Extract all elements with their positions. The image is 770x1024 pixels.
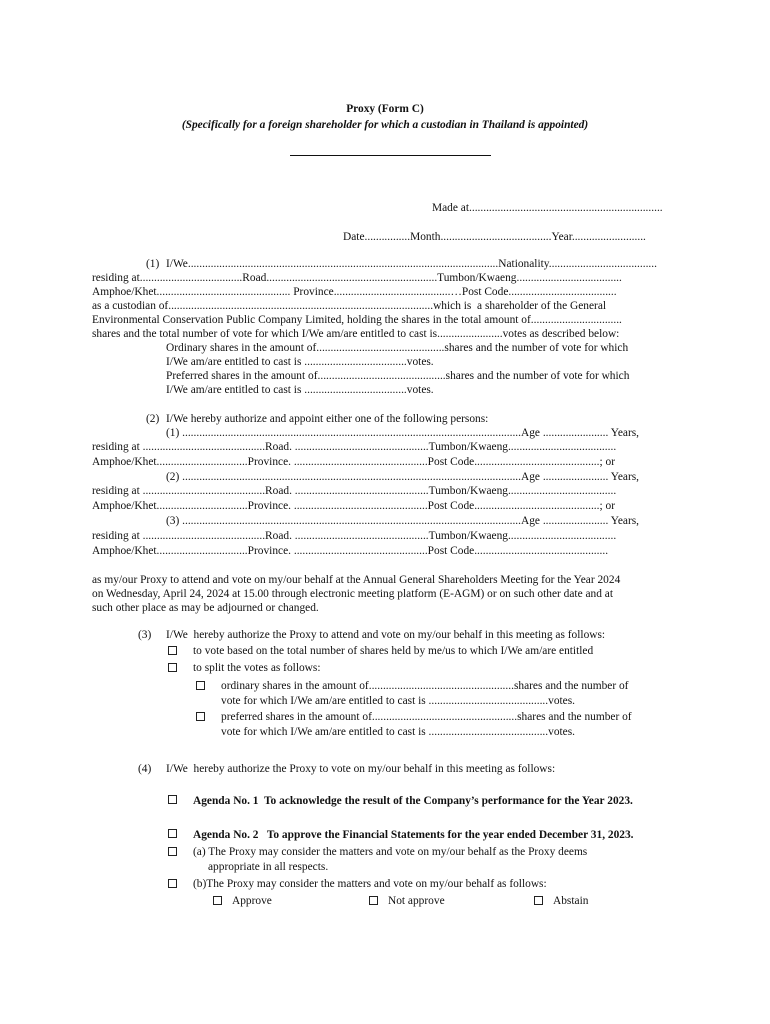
section1-address-line[interactable]: residing at....................................Road............................................................Tumbon/Kwaeng..................................... xyxy=(92,272,622,284)
section4-number: (4) xyxy=(138,763,152,775)
section2-heading: I/We hereby authorize and appoint either one of the following persons: xyxy=(166,413,489,425)
made-at-field[interactable]: Made at.................................................................... xyxy=(432,202,663,214)
meeting-line-1: as my/our Proxy to attend and vote on my/our behalf at the Annual General Shareholders Meeting for the Year 2024 xyxy=(92,574,621,586)
proxy1-address-line[interactable]: residing at ...........................................Road. ...............................................Tumbon/Kwaeng...................................... xyxy=(92,441,617,453)
preferred-split-line[interactable]: preferred shares in the amount of...................................................shares and the number of xyxy=(221,711,632,723)
option-a-checkbox[interactable] xyxy=(168,847,177,856)
split-votes-label: to split the votes as follows: xyxy=(193,662,321,674)
agenda2-label: Agenda No. 2 To approve the Financial Statements for the year ended December 31, 2023. xyxy=(193,829,634,841)
section1-preferred-line[interactable]: Preferred shares in the amount of.............................................shares and the number of vote for which xyxy=(166,370,630,382)
section3-heading: I/We hereby authorize the Proxy to attend and vote on my/our behalf in this meeting as follows: xyxy=(166,629,606,641)
section1-custodian-line[interactable]: as a custodian of.............................................................................................which is a shareholder of the General xyxy=(92,300,607,312)
not-approve-label: Not approve xyxy=(388,895,445,907)
section2-number: (2) xyxy=(146,413,160,425)
option-a-line-1: (a) The Proxy may consider the matters and vote on my/our behalf as the Proxy deems xyxy=(193,846,588,858)
section1-name-line[interactable]: I/We.............................................................................................................Nationality...................................... xyxy=(166,258,657,270)
agenda1-label: Agenda No. 1 To acknowledge the result of the Company’s performance for the Year 2023. xyxy=(193,795,633,807)
form-subtitle: (Specifically for a foreign shareholder for which a custodian in Thailand is appointed) xyxy=(181,119,589,131)
option-a-line-2: appropriate in all respects. xyxy=(208,861,329,873)
proxy1-name-line[interactable]: (1) .......................................................................................................................Age ....................... Years, xyxy=(166,427,640,439)
abstain-checkbox[interactable] xyxy=(534,896,543,905)
meeting-line-3: such other place as may be adjourned or changed. xyxy=(92,602,319,614)
total-shares-label: to vote based on the total number of shares held by me/us to which I/We am/are entitled xyxy=(193,645,594,657)
section3-number: (3) xyxy=(138,629,152,641)
preferred-split-votes[interactable]: vote for which I/We am/are entitled to cast is ..........................................votes. xyxy=(221,726,576,738)
section1-number: (1) xyxy=(146,258,160,270)
date-field[interactable]: Date................Month.......................................Year.......................... xyxy=(343,231,646,243)
proxy2-province-line[interactable]: Amphoe/Khet................................Province. ...............................................Post Code............................................; or xyxy=(92,500,616,512)
approve-checkbox[interactable] xyxy=(213,896,222,905)
split-votes-checkbox[interactable] xyxy=(168,663,177,672)
abstain-label: Abstain xyxy=(553,895,589,907)
agenda2-checkbox[interactable] xyxy=(168,829,177,838)
preferred-split-checkbox[interactable] xyxy=(196,712,205,721)
section1-ordinary-line[interactable]: Ordinary shares in the amount of.............................................shares and the number of vote for which xyxy=(166,342,629,354)
ordinary-split-votes[interactable]: vote for which I/We am/are entitled to cast is ..........................................votes. xyxy=(221,695,576,707)
option-b-checkbox[interactable] xyxy=(168,879,177,888)
proxy3-address-line[interactable]: residing at ...........................................Road. ...............................................Tumbon/Kwaeng...................................... xyxy=(92,530,617,542)
ordinary-split-line[interactable]: ordinary shares in the amount of...................................................shares and the number of xyxy=(221,680,629,692)
proxy2-name-line[interactable]: (2) .......................................................................................................................Age ....................... Years, xyxy=(166,471,640,483)
section1-preferred-votes[interactable]: I/We am/are entitled to cast is ....................................votes. xyxy=(166,384,434,396)
option-b-label: (b)The Proxy may consider the matters and vote on my/our behalf as follows: xyxy=(193,878,547,890)
proxy1-province-line[interactable]: Amphoe/Khet................................Province. ...............................................Post Code............................................; or xyxy=(92,456,616,468)
section1-province-line[interactable]: Amphoe/Khet............................................... Province.........................................…Post Code...................................... xyxy=(92,286,617,298)
proxy3-name-line[interactable]: (3) .......................................................................................................................Age ....................... Years, xyxy=(166,515,640,527)
approve-label: Approve xyxy=(232,895,272,907)
section1-ordinary-votes[interactable]: I/We am/are entitled to cast is ....................................votes. xyxy=(166,356,434,368)
proxy2-address-line[interactable]: residing at ...........................................Road. ...............................................Tumbon/Kwaeng...................................... xyxy=(92,485,617,497)
total-shares-checkbox[interactable] xyxy=(168,646,177,655)
meeting-line-2: on Wednesday, April 24, 2024 at 15.00 through electronic meeting platform (E-AGM) or on such other date and at xyxy=(92,588,614,600)
title-underline xyxy=(290,155,491,156)
not-approve-checkbox[interactable] xyxy=(369,896,378,905)
ordinary-split-checkbox[interactable] xyxy=(196,681,205,690)
section4-heading: I/We hereby authorize the Proxy to vote on my/our behalf in this meeting as follows: xyxy=(166,763,556,775)
section1-votes-line[interactable]: shares and the total number of vote for which I/We am/are entitled to cast is.......................votes as described below: xyxy=(92,328,620,340)
agenda1-checkbox[interactable] xyxy=(168,795,177,804)
form-title: Proxy (Form C) xyxy=(346,103,424,115)
section1-company-line[interactable]: Environmental Conservation Public Company Limited, holding the shares in the total amount of................................ xyxy=(92,314,622,326)
proxy3-province-line[interactable]: Amphoe/Khet................................Province. ...............................................Post Code............................................... xyxy=(92,545,609,557)
